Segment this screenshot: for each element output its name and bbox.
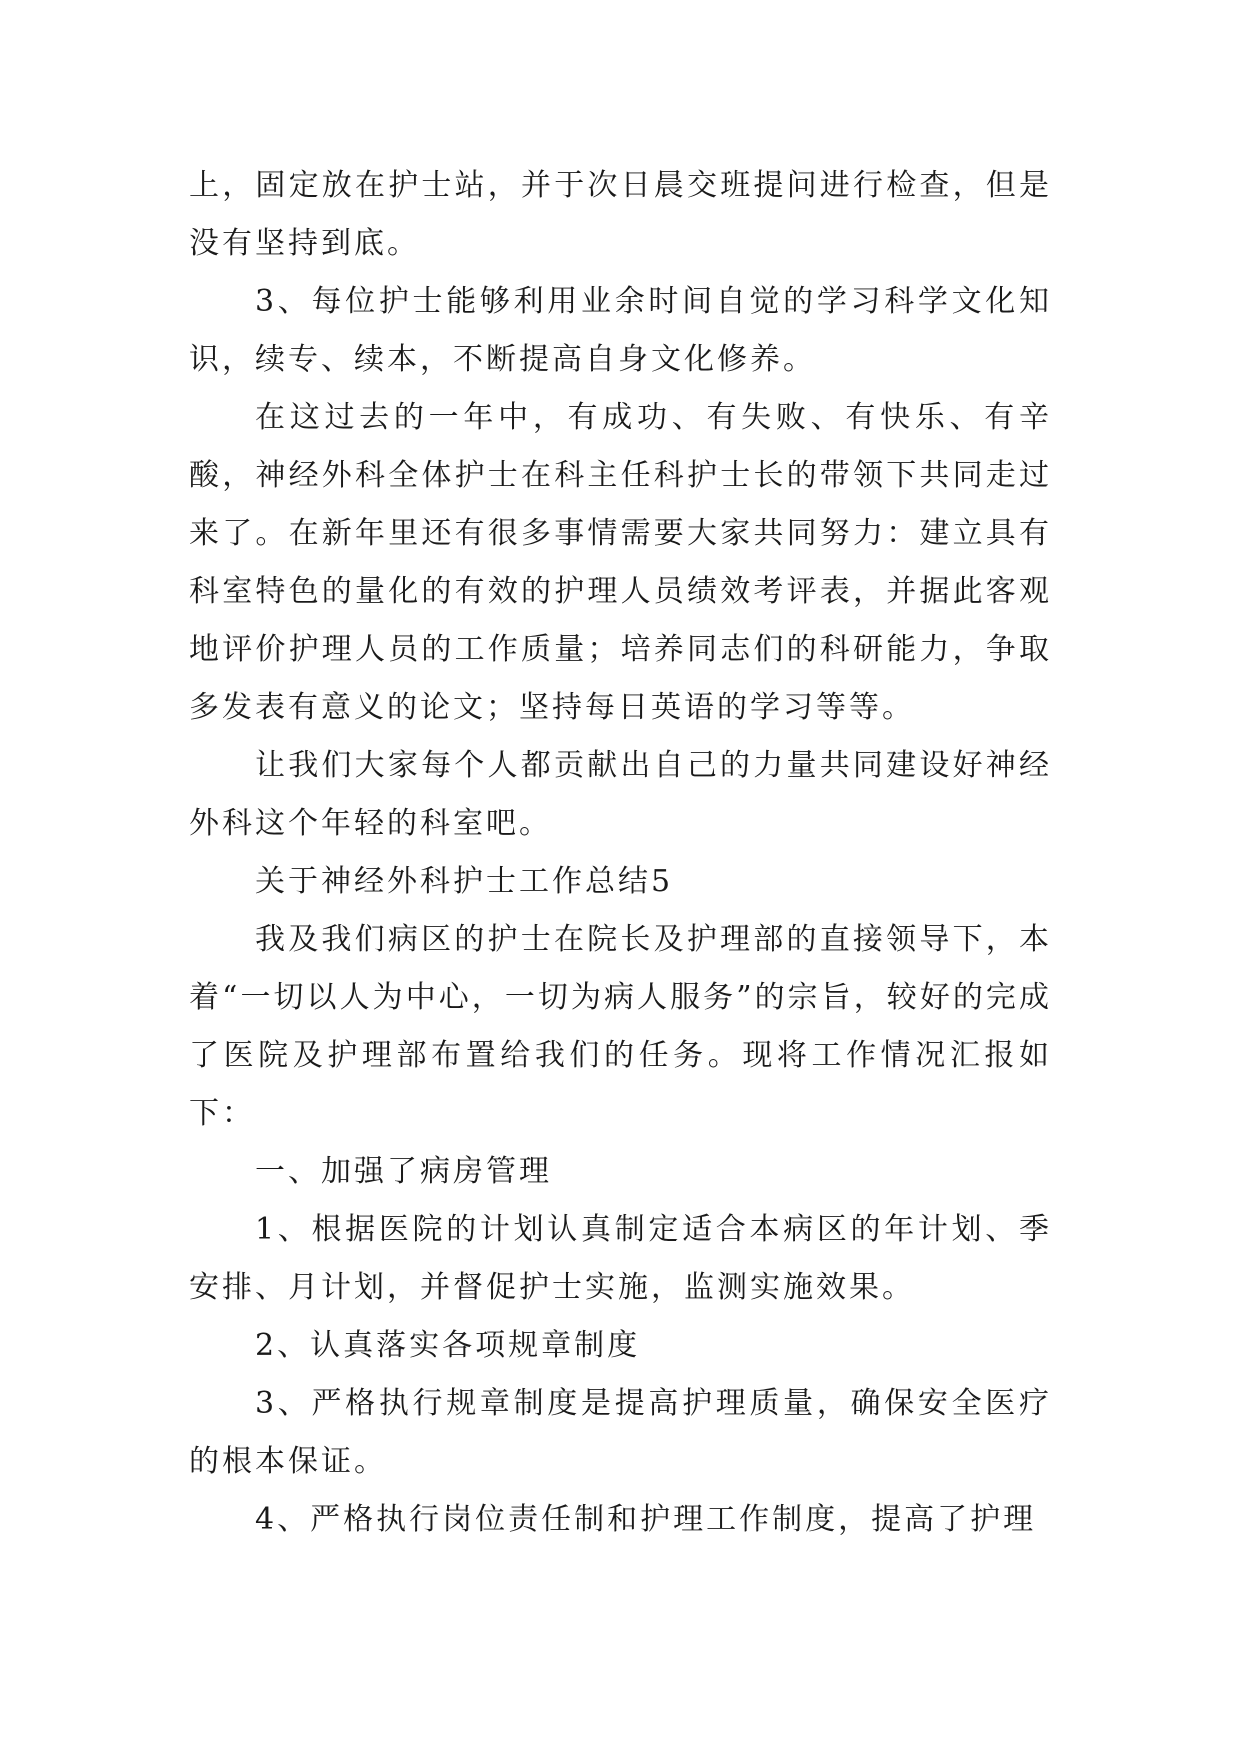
list-item-4-responsibility: 4、严格执行岗位责任制和护理工作制度，提高了护理 xyxy=(255,1502,1037,1537)
list-item-3-quality: 3、严格执行规章制度是提高护理质量，确保安全医疗的根本保证。 xyxy=(189,1386,1052,1479)
paragraph-intro: 我及我们病区的护士在院长及护理部的直接领导下，本着“一切以人为中心，一切为病人服务”的宗旨，较好的完成了医院及护理部布置给我们的任务。现将工作情况汇报如下： xyxy=(189,922,1052,1131)
subheading-ward-management: 一、加强了病房管理 xyxy=(255,1154,552,1189)
section-heading-summary-5: 关于神经外科护士工作总结5 xyxy=(255,864,674,899)
paragraph-continuation: 上，固定放在护士站，并于次日晨交班提问进行检查，但是没有坚持到底。 xyxy=(189,168,1052,261)
list-item-2-rules: 2、认真落实各项规章制度 xyxy=(255,1328,641,1363)
paragraph-year-review: 在这过去的一年中，有成功、有失败、有快乐、有辛酸，神经外科全体护士在科主任科护士长的带领下共同走过来了。在新年里还有很多事情需要大家共同努力：建立具有科室特色的量化的有效的护理人员绩效考评表，并据此客观地评价护理人员的工作质量；培养同志们的科研能力，争取多发表有意义的论文；坚持每日英语的学习等等。 xyxy=(189,400,1052,725)
document-body xyxy=(189,157,1052,1549)
paragraph-item-3-study: 3、每位护士能够利用业余时间自觉的学习科学文化知识，续专、续本，不断提高自身文化修养。 xyxy=(189,284,1052,377)
list-item-1-plan: 1、根据医院的计划认真制定适合本病区的年计划、季安排、月计划，并督促护士实施，监测实施效果。 xyxy=(189,1212,1052,1305)
paragraph-closing-call: 让我们大家每个人都贡献出自己的力量共同建设好神经外科这个年轻的科室吧。 xyxy=(189,748,1052,841)
